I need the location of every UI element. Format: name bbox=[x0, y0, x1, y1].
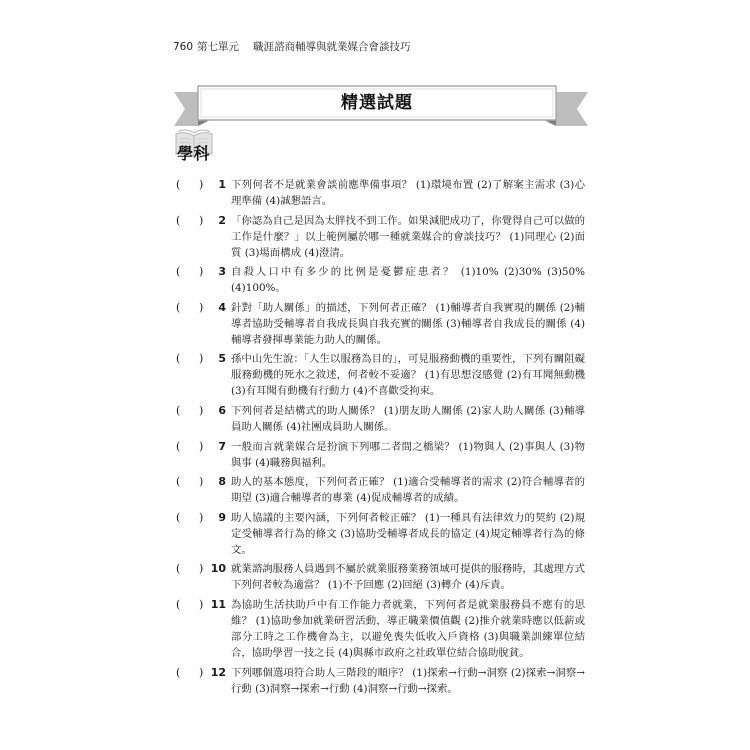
answer-blank-open-paren: ( bbox=[176, 475, 181, 489]
page-number: 760 bbox=[173, 41, 194, 53]
question-number: 7 bbox=[218, 439, 226, 453]
ribbon-left-tail bbox=[174, 92, 198, 126]
question-text: 助人協議的主要內涵，下列何者較正確？ (1)一種具有法律效力的契約 (2)規定受輔導者行為的條文 (3)協助受輔導者成長的協定 (4)規定輔導者行為的條文。 bbox=[231, 511, 585, 556]
answer-blank bbox=[175, 264, 205, 280]
answer-blank bbox=[175, 510, 205, 526]
answer-blank bbox=[175, 597, 205, 613]
question-item bbox=[175, 213, 586, 261]
answer-blank-close-paren: ) bbox=[199, 562, 204, 576]
question-text: 下列何者是結構式的助人關係？ (1)朋友助人關係 (2)家人助人關係 (3)輔導員助人關係 (4)社團成員助人關係。 bbox=[231, 404, 585, 433]
unit-label: 第七單元 bbox=[197, 41, 239, 53]
answer-blank-close-paren: ) bbox=[199, 352, 204, 366]
answer-blank-open-paren: ( bbox=[176, 665, 181, 679]
ribbon-right-tail bbox=[556, 92, 588, 126]
answer-blank-open-paren: ( bbox=[176, 178, 181, 191]
question-text: 孫中山先生說：「人生以服務為目的」，可見服務動機的重要性，下列有關阻礙服務動機的死水之敘述，何者較不妥適？ (1)有思想沒感覺 (2)有耳聞無動機 (3)有耳聞有動機有行動力 (4)不喜歡受拘束。 bbox=[231, 353, 585, 398]
question-number: 3 bbox=[218, 265, 226, 279]
question-number: 10 bbox=[210, 562, 226, 576]
answer-blank-close-paren: ) bbox=[199, 475, 204, 489]
answer-blank-close-paren: ) bbox=[199, 439, 204, 453]
question-item bbox=[175, 510, 586, 558]
question-text: 為協助生活扶助戶中有工作能力者就業，下列何者是就業服務員不應有的思維？ (1)協助參加就業研習活動，導正職業價值觀 (2)推介就業時應以低薪或部分工時之工作機會為主，以避免喪失低收入戶資格 (3)與職業訓練單位結合，協助學習一技之長 (4)與縣市政府之社政單位結合協助脫貧。 bbox=[231, 598, 585, 659]
answer-blank bbox=[175, 351, 205, 367]
question-number: 11 bbox=[210, 597, 226, 611]
question-text: 就業諮詢服務人員遇到不屬於就業服務業務領域可提供的服務時，其處理方式下列何者較為適當？ (1)不予回應 (2)回絕 (3)轉介 (4)斥責。 bbox=[231, 563, 585, 592]
answer-blank bbox=[175, 213, 205, 229]
question-item bbox=[175, 264, 586, 296]
question-item bbox=[175, 474, 586, 506]
answer-blank bbox=[175, 665, 205, 681]
answer-blank-close-paren: ) bbox=[199, 510, 204, 524]
answer-blank bbox=[175, 474, 205, 490]
answer-blank-close-paren: ) bbox=[199, 178, 204, 191]
answer-blank bbox=[175, 177, 205, 193]
answer-blank-open-paren: ( bbox=[176, 403, 181, 417]
question-item bbox=[175, 665, 586, 697]
question-text: 助人的基本態度，下列何者正確？ (1)適合受輔導者的需求 (2)符合輔導者的期望 (3)適合輔導者的專業 (4)促成輔導者的成績。 bbox=[231, 476, 585, 505]
answer-blank-close-paren: ) bbox=[199, 403, 204, 417]
question-number: 12 bbox=[210, 665, 226, 679]
answer-blank bbox=[175, 403, 205, 419]
question-item bbox=[175, 561, 586, 593]
question-item bbox=[175, 351, 586, 399]
question-text: 一般而言就業媒合是扮演下列哪二者間之橋梁？ (1)物與人 (2)事與人 (3)物與事 (4)職務與福利。 bbox=[231, 440, 585, 469]
answer-blank-close-paren: ) bbox=[199, 213, 204, 227]
question-item bbox=[175, 403, 586, 435]
question-text: 針對「助人關係」的描述，下列何者正確？ (1)輔導者自我實現的關係 (2)輔導者協助受輔導者自我成長與自我充實的關係 (3)輔導者自我成長的關係 (4)輔導者發揮專業能力助人的關係。 bbox=[231, 301, 585, 346]
question-number: 8 bbox=[218, 475, 226, 489]
question-number: 1 bbox=[218, 178, 226, 191]
answer-blank bbox=[175, 561, 205, 577]
question-item bbox=[175, 177, 586, 209]
answer-blank-close-paren: ) bbox=[199, 265, 204, 279]
question-item bbox=[175, 439, 586, 471]
question-text: 下列何者不是就業會談前應準備事項？ (1)環境布置 (2)了解案主需求 (3)心理準備 (4)誠懇語言。 bbox=[231, 179, 585, 207]
answer-blank-open-paren: ( bbox=[176, 300, 181, 314]
answer-blank-open-paren: ( bbox=[176, 597, 181, 611]
answer-blank bbox=[175, 300, 205, 316]
answer-blank-open-paren: ( bbox=[176, 439, 181, 453]
question-list bbox=[175, 177, 586, 700]
answer-blank-open-paren: ( bbox=[176, 213, 181, 227]
answer-blank bbox=[175, 439, 205, 455]
question-text: 自殺人口中有多少的比例是憂鬱症患者？ (1)10% (2)30% (3)50% (4)100%。 bbox=[231, 266, 585, 295]
chapter-title: 職涯諮商輔導與就業媒合會談技巧 bbox=[253, 41, 411, 53]
question-number: 9 bbox=[218, 510, 226, 524]
answer-blank-close-paren: ) bbox=[199, 665, 204, 679]
answer-blank-open-paren: ( bbox=[176, 265, 181, 279]
question-number: 5 bbox=[218, 352, 226, 366]
section-label: 學科 bbox=[177, 144, 211, 163]
question-item bbox=[175, 300, 586, 348]
question-item bbox=[175, 597, 586, 661]
ribbon-right-fold bbox=[544, 120, 556, 126]
question-number: 2 bbox=[218, 213, 226, 227]
answer-blank-open-paren: ( bbox=[176, 510, 181, 524]
answer-blank-close-paren: ) bbox=[199, 597, 204, 611]
answer-blank-close-paren: ) bbox=[199, 300, 204, 314]
question-number: 6 bbox=[218, 403, 226, 417]
banner-title: 精選試題 bbox=[341, 93, 413, 113]
question-number: 4 bbox=[218, 300, 226, 314]
ribbon-left-fold bbox=[198, 120, 210, 126]
question-text: 「你認為自己是因為太胖找不到工作。如果減肥成功了，你覺得自己可以做的工作是什麼？」以上範例屬於哪一種就業媒合的會談技巧？ (1)同理心 (2)面質 (3)場面構成 (4)澄清。 bbox=[231, 214, 585, 259]
answer-blank-open-paren: ( bbox=[176, 562, 181, 576]
question-text: 下列哪個選項符合助人三階段的順序？ (1)探索→行動→洞察 (2)探索→洞察→行動 (3)洞察→探索→行動 (4)洞察→行動→探索。 bbox=[231, 666, 585, 695]
answer-blank-open-paren: ( bbox=[176, 352, 181, 366]
